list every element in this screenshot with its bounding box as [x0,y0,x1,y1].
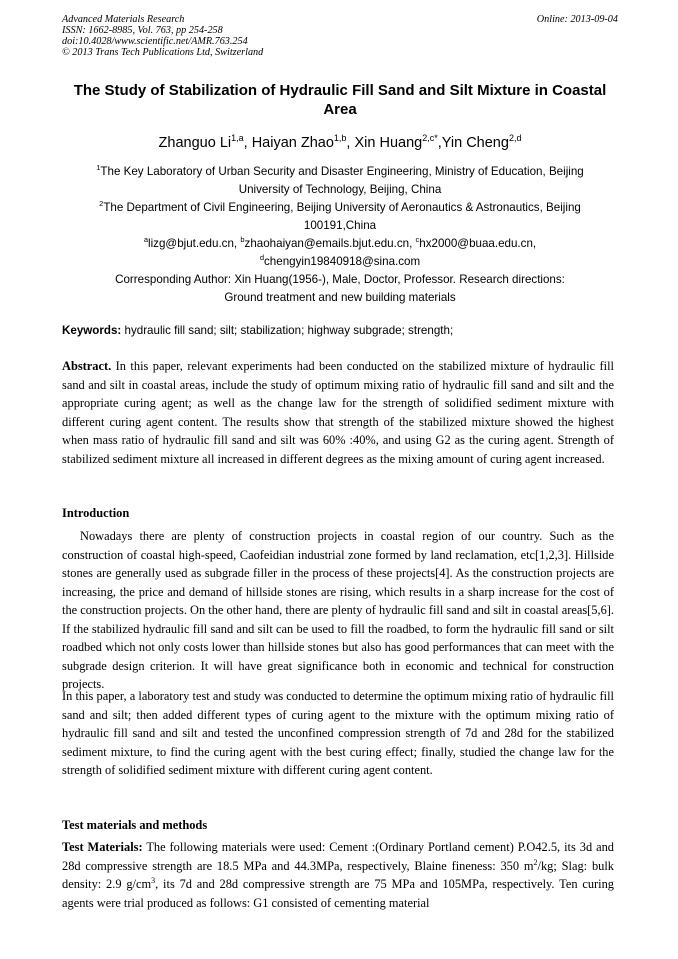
paper-title: The Study of Stabilization of Hydraulic Fill Sand and Silt Mixture in Coastal Area [73,82,607,118]
copyright-line: © 2013 Trans Tech Publications Ltd, Switzerland [62,47,264,58]
methods-text: /kg; Slag: bulk density: 2.9 g/cm [62,858,614,891]
author-affiliation-mark: 1,b [333,133,347,143]
superscript: 3 [151,876,156,885]
author-separator: , [437,135,442,151]
corresponding-text: Corresponding Author: Xin Huang(1956-), Male, Doctor, Professor. Research directions: [115,273,565,286]
superscript: 2 [533,857,538,867]
methods-text: The following materials were used: Cement :(Ordinary Portland cement) P.O42.5, its 3d and 28d compressive strength are 18.5 MPa and 44.3MPa, respectively, Blaine fineness: 350 m [62,840,614,873]
author-name: Haiyan Zhao [251,135,334,151]
online-date: Online: 2013-09-04 [536,14,618,25]
affiliation-text: The Department of Civil Engineering, Beijing University of Aeronautics & Astronautics, Beijing [103,201,581,214]
author-affiliation-mark: 2,c* [422,133,438,143]
issn-line: ISSN: 1662-8985, Vol. 763, pp 254-258 [62,25,223,36]
abstract-text: In this paper, relevant experiments had been conducted on the stabilized mixture of hydraulic fill sand and silt in coastal areas, include the study of optimum mixing ratio of hydraulic fill sand and silt and the appropriate curing agent; as well as the change law for the strength of solidified sediment mixture with different curing agent content. The results show that strength of the stabilized mixture showed the highest when mass ratio of hydraulic fill sand and silt was 60% :40%, and using G2 as the curing agent. Strength of stabilized sediment mixture all increased in different degrees as the mixing amount of curing agent increased. [62,359,614,466]
methods-text: , its 7d and 28d compressive strength are 75 MPa and 105MPa, respectively. Ten curing agents were trial produced as follows: G1 consisted of cementing material [62,877,614,910]
introduction-paragraph: In this paper, a laboratory test and study was conducted to determine the optimum mixing ratio of hydraulic fill sand and silt; then added different types of curing agent to the mixture with the optimum mixing ratio of hydraulic fill sand and silt and tested the unconfined compression strength of 7d and 28d for the stabilized sediment mixture, to find the curing agent with the best curing effect; finally, studied the change law for the strength of solidified sediment mixture with different curing agent content. [62,689,614,777]
affiliation-text: 100191,China [303,219,377,232]
email-link[interactable]: zhaohaiyan@emails.bjut.edu.cn, [244,237,416,250]
author-separator: , [346,135,355,151]
author-affiliation-mark: 1,a [231,133,244,143]
affiliation-2 [62,199,618,235]
keywords-text: hydraulic fill sand; silt; stabilization; highway subgrade; strength; [121,324,454,337]
affiliation-text: The Key Laboratory of Urban Security and Disaster Engineering, Ministry of Education, Beijing [100,165,584,178]
author-emails [62,235,618,271]
affiliation-1 [62,163,618,199]
email-mark: a [143,235,149,244]
keywords [62,323,618,339]
email-link[interactable]: hx2000@buaa.edu.cn, [419,237,537,250]
methods-label: Test Materials: [62,840,143,854]
affiliation-mark: 1 [96,163,101,172]
keywords-label: Keywords: [62,324,122,337]
author-name: Zhanguo Li [158,135,232,151]
email-mark: d [259,253,264,262]
author-name: Xin Huang [354,135,423,151]
author-name: Yin Cheng [441,135,509,151]
author-affiliation-mark: 2,d [508,133,522,143]
abstract [62,357,614,468]
corresponding-text: Ground treatment and new building materials [224,291,456,304]
section-heading-methods: Test materials and methods [62,818,208,832]
email-mark: b [240,235,245,244]
journal-header [62,14,618,58]
email-mark: c [415,235,420,244]
introduction-paragraph: Nowadays there are plenty of construction projects in coastal region of our country. Such as the construction of coastal high-speed, Caofeidian industrial zone formed by land reclamation, etc[1,2,3]. Hillside stones are generally used as subgrade filler in the process of these projects[4]. As the construction projects are increasing, the price and demand of hillside stones are rising, which results in a sharp increase for the cost of the construction projects. On the other hand, there are plenty of hydraulic fill sand and silt in coastal areas[5,6]. If the stabilized hydraulic fill sand and silt can be used to fill the roadbed, to form the hydraulic fill sand or silt roadbed which not only costs lower than hillside stones but also has good performances that can meet with the subgrade design criterion. It will have great significance both in economic and technical for construction projects. [62,529,614,691]
affiliation-text: University of Technology, Beijing, China [238,183,442,196]
doi-line: doi:10.4028/www.scientific.net/AMR.763.254 [62,36,248,47]
author-list [62,134,618,152]
affiliation-mark: 2 [99,199,104,208]
email-link[interactable]: chengyin19840918@sina.com [264,255,421,268]
methods-paragraph [62,838,614,912]
journal-name: Advanced Materials Research [62,14,185,25]
corresponding-author [62,271,618,307]
email-link[interactable]: lizg@bjut.edu.cn, [148,237,241,250]
section-heading-introduction: Introduction [62,506,130,520]
author-separator: , [243,135,252,151]
abstract-label: Abstract. [62,359,112,373]
